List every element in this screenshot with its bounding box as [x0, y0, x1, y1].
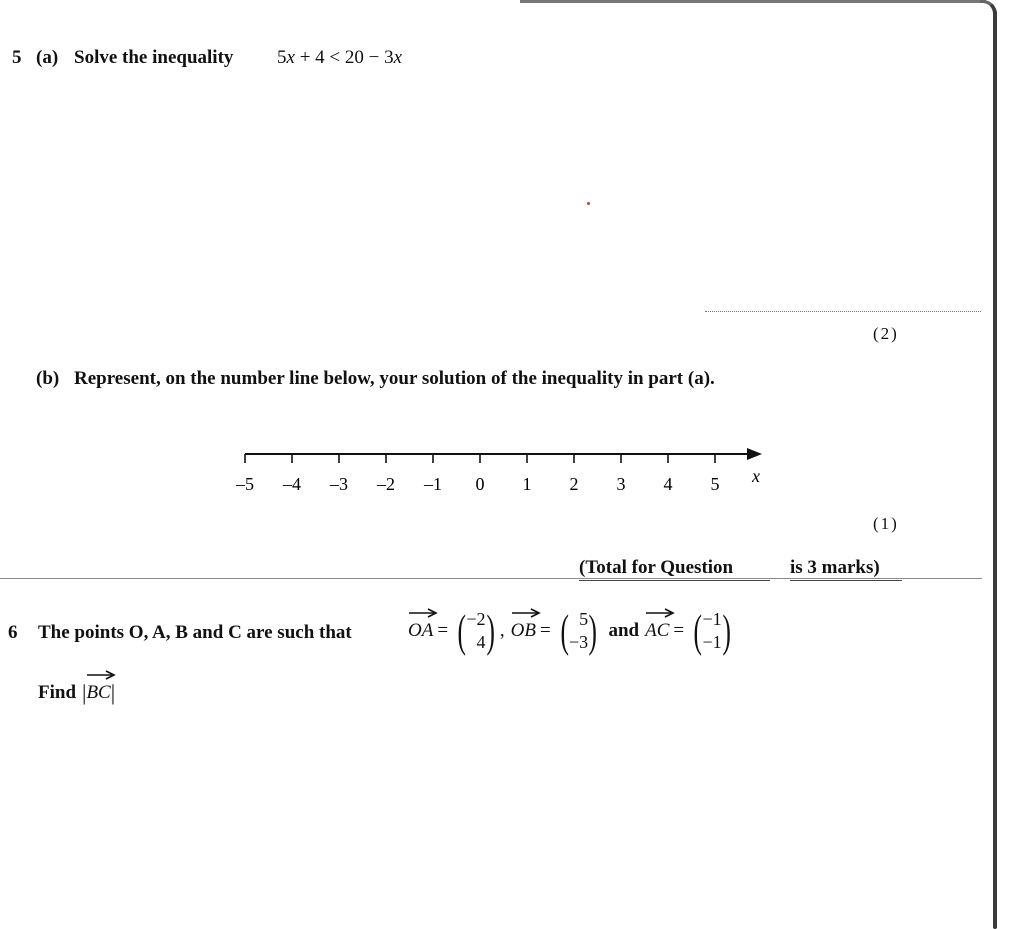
question-6-find: Find | BC |: [38, 680, 115, 706]
number-line-tick-label: –1: [424, 474, 442, 494]
number-line-arrow: [747, 448, 762, 460]
total-underline-right: [790, 580, 902, 581]
vector-oa-column: ( −2 4 ): [457, 605, 495, 656]
question-5b-label: (b): [36, 368, 60, 389]
marks-5a: (2): [873, 324, 899, 343]
number-line-tick-label: 0: [475, 474, 485, 494]
number-line-tick-label: 5: [710, 474, 720, 494]
number-line-tick-label: 2: [569, 474, 579, 494]
number-line-tick-label: 4: [663, 474, 673, 494]
number-line-axis-label: x: [752, 466, 760, 486]
inequality-expression: [277, 47, 402, 69]
vector-ac-column: ( −1 −1 ): [693, 605, 731, 656]
expr-var-2: x: [393, 47, 403, 68]
find-word: Find: [38, 682, 77, 703]
vector-ac-name: AC: [645, 620, 669, 642]
vector-ob-column: ( 5 −3 ): [560, 605, 598, 656]
vector-definitions: OA = ( −2 4 ) , OB = ( 5 −3 ) and AC = ( −1 −1 ): [408, 608, 736, 654]
page-border-right: [993, 12, 997, 929]
vector-ob-name: OB: [511, 620, 536, 642]
number-line-tick-label: –5: [236, 474, 254, 494]
number-line-ticks: [235, 454, 720, 494]
number-line-tick-label: –3: [330, 474, 348, 494]
number-line-tick-label: –4: [283, 474, 301, 494]
total-marks-right: is 3 marks): [790, 557, 880, 578]
question-5b-text: Represent, on the number line below, your solution of the inequality in part (a).: [74, 368, 715, 389]
expr-part-1: 5: [277, 47, 287, 68]
marks-5b: (1): [873, 514, 899, 533]
question-5-number: 5: [12, 47, 22, 68]
expr-part-2: + 4 < 20 − 3: [294, 47, 394, 68]
vector-bc-name: BC: [86, 682, 110, 704]
number-line[interactable]: [225, 438, 785, 498]
question-5a-text: Solve the inequality: [74, 47, 234, 68]
and-word: and: [608, 620, 640, 641]
question-6-number: 6: [8, 622, 18, 643]
answer-line-5a[interactable]: [705, 311, 981, 312]
total-underline-left: [579, 580, 770, 581]
stray-mark: [587, 202, 590, 205]
question-5a-label: (a): [36, 47, 59, 68]
number-line-tick-label: –2: [377, 474, 395, 494]
expr-var-1: x: [286, 47, 295, 68]
page-border-top: [520, 0, 986, 3]
number-line-tick-label: 3: [616, 474, 626, 494]
total-marks-left: (Total for Question: [579, 557, 734, 578]
number-line-tick-label: 1: [522, 474, 532, 494]
vector-oa-name: OA: [408, 620, 433, 642]
question-6-intro: The points O, A, B and C are such that: [38, 622, 352, 643]
